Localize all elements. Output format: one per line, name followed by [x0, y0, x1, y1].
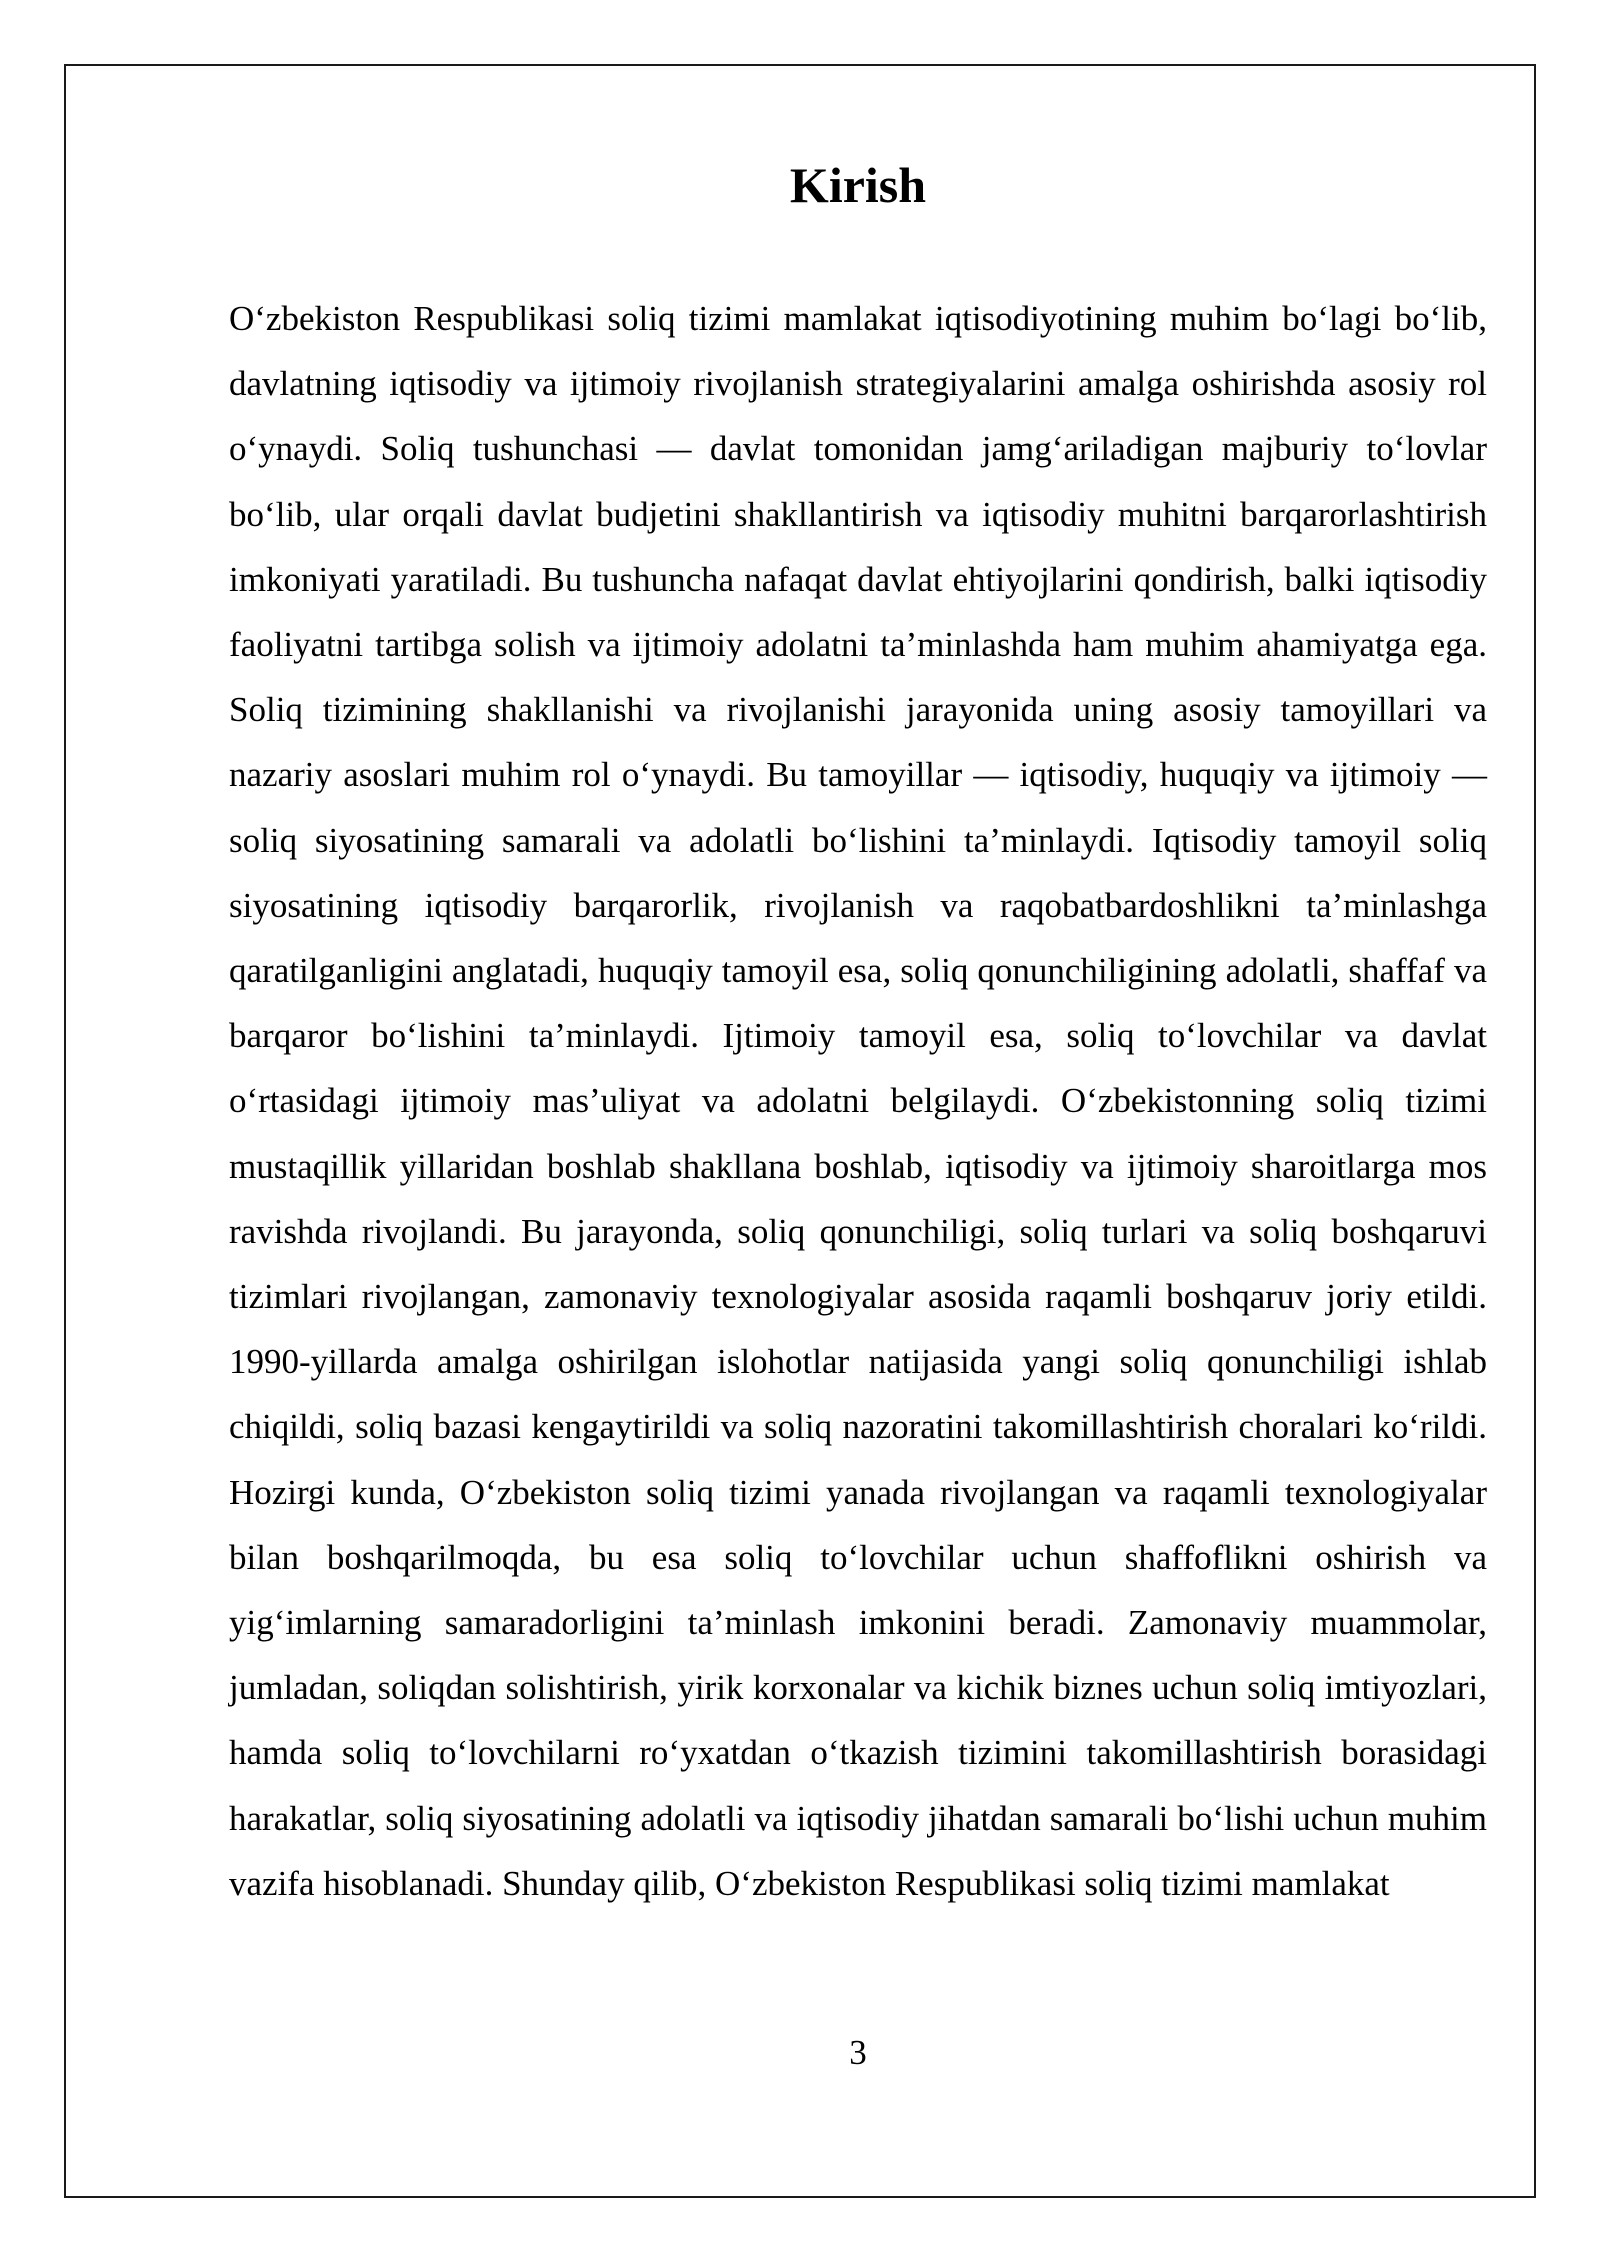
body-paragraph: O‘zbekiston Respublikasi soliq tizimi mamlakat iqtisodiyotining muhim bo‘lagi bo‘lib, davlatning iqtisodiy va ijtimoiy rivojlanish strategiyalarini amalga oshirishda asosiy rol o‘ynaydi. Soliq tushunchasi — davlat tomonidan jamg‘ariladigan majburiy to‘lovlar bo‘lib, ular orqali davlat budjetini shakllantirish va iqtisodiy muhitni barqarorlashtirish imkoniyati yaratiladi. Bu tushuncha nafaqat davlat ehtiyojlarini qondirish, balki iqtisodiy faoliyatni tartibga solish va ijtimoiy adolatni ta’minlashda ham muhim ahamiyatga ega. Soliq tizimining shakllanishi va rivojlanishi jarayonida uning asosiy tamoyillari va nazariy asoslari muhim rol o‘ynaydi. Bu tamoyillar — iqtisodiy, huquqiy va ijtimoiy — soliq siyosatining samarali va adolatli bo‘lishini ta’minlaydi. Iqtisodiy tamoyil soliq siyosatining iqtisodiy barqarorlik, rivojlanish va raqobatbardoshlikni ta’minlashga qaratilganligini anglatadi, huquqiy tamoyil esa, soliq qonunchiligining adolatli, shaffaf va barqaror bo‘lishini ta’minlaydi. Ijtimoiy tamoyil esa, soliq to‘lovchilar va davlat o‘rtasidagi ijtimoiy mas’uliyat va adolatni belgilaydi. O‘zbekistonning soliq tizimi mustaqillik yillaridan boshlab shakllana boshlab, iqtisodiy va ijtimoiy sharoitlarga mos ravishda rivojlandi. Bu jarayonda, soliq qonunchiligi, soliq turlari va soliq boshqaruvi tizimlari rivojlangan, zamonaviy texnologiyalar asosida raqamli boshqaruv joriy etildi. 1990-yillarda amalga oshirilgan islohotlar natijasida yangi soliq qonunchiligi ishlab chiqildi, soliq bazasi kengaytirildi va soliq nazoratini takomillashtirish choralari ko‘rildi. Hozirgi kunda, O‘zbekiston soliq tizimi yanada rivojlangan va raqamli texnologiyalar bilan boshqarilmoqda, bu esa soliq to‘lovchilar uchun shaffoflikni oshirish va yig‘imlarning samaradorligini ta’minlash imkonini beradi. Zamonaviy muammolar, jumladan, soliqdan solishtirish, yirik korxonalar va kichik biznes uchun soliq imtiyozlari, hamda soliq to‘lovchilarni ro‘yxatdan o‘tkazish tizimini takomillashtirish borasidagi harakatlar, soliq siyosatining adolatli va iqtisodiy jihatdan samarali bo‘lishi uchun muhim vazifa hisoblanadi. Shunday qilib, O‘zbekiston Respublikasi soliq tizimi mamlakat [229, 299, 1487, 1903]
page-title: Kirish [789, 157, 927, 213]
page-number: 3 [849, 2033, 867, 2072]
